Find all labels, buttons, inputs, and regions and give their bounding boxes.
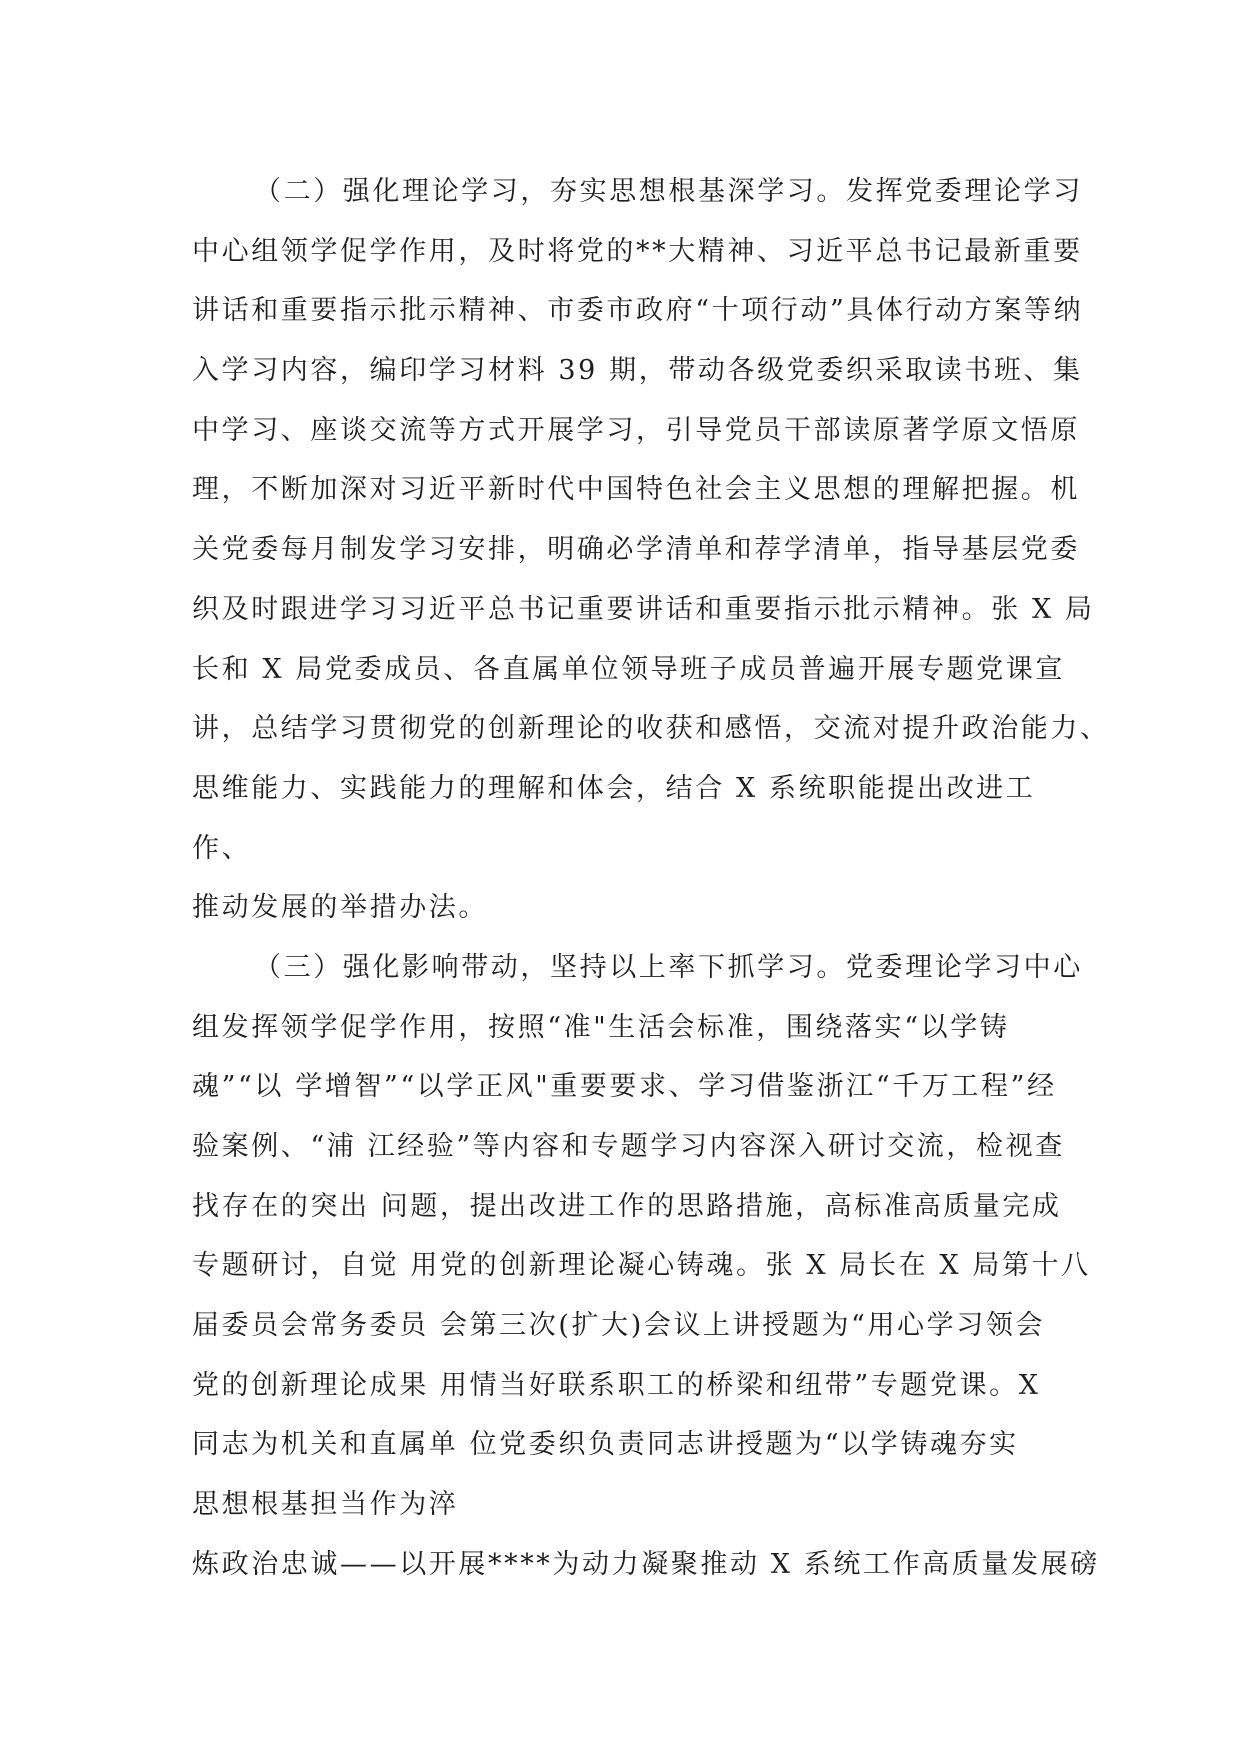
text-line: 验案例、“浦 江经验”等内容和专题学习内容深入研讨交流，检视查 bbox=[192, 1131, 1065, 1162]
paragraph-2 bbox=[192, 162, 1110, 938]
text-line: 作、 bbox=[192, 832, 252, 864]
text-line: 理，不断加深对习近平新时代中国特色社会主义思想的理解把握。机 bbox=[192, 474, 1080, 506]
document-body bbox=[192, 162, 1110, 1595]
text-line: 思维能力、实践能力的理解和体会，结合 X 系统职能提出改进工 bbox=[192, 772, 1036, 804]
text-line: 组发挥领学促学作用，按照“准"生活会标准，围绕落实“以学铸 bbox=[192, 1011, 1010, 1043]
text-line: 长和 X 局党委成员、各直属单位领导班子成员普遍开展专题党课宣 bbox=[192, 653, 1065, 685]
text-line: 推动发展的举措办法。 bbox=[192, 892, 488, 924]
text-line: 专题研讨，自觉 用党的创新理论凝心铸魂。张 X 局长在 X 局第十八 bbox=[192, 1250, 1091, 1282]
text-line: 中学习、座谈交流等方式开展学习，引导党员干部读原著学原文悟原 bbox=[192, 414, 1080, 446]
text-line: 届委员会常务委员 会第三次(扩大)会议上讲授题为“用心学习领会 bbox=[192, 1310, 1046, 1342]
text-line: （三）强化影响带动，坚持以上率下抓学习。党委理论学习中心 bbox=[254, 951, 1083, 983]
text-line: 思想根基担当作为淬 bbox=[192, 1489, 459, 1521]
text-line: 党的创新理论成果 用情当好联系职工的桥梁和纽带”专题党课。X bbox=[192, 1369, 1041, 1401]
paragraph-3 bbox=[192, 938, 1100, 1595]
text-line: 关党委每月制发学习安排，明确必学清单和荐学清单，指导基层党委 bbox=[192, 534, 1080, 566]
text-line: 找存在的突出 问题，提出改进工作的思路措施，高标准高质量完成 bbox=[192, 1190, 1062, 1222]
text-line: 织及时跟进学习习近平总书记重要讲话和重要指示批示精神。张 X 局 bbox=[192, 593, 1095, 625]
text-line: 中心组领学促学作用，及时将党的**大精神、习近平总书记最新重要 bbox=[192, 235, 1083, 267]
text-line: （二）强化理论学习，夯实思想根基深学习。发挥党委理论学习 bbox=[254, 176, 1083, 207]
text-line: 魂”“以 学增智”“以学正风"重要要求、学习借鉴浙江“千万工程”经 bbox=[192, 1071, 1057, 1103]
text-line: 入学习内容，编印学习材料 39 期，带动各级党委织采取读书班、集 bbox=[192, 355, 1083, 387]
text-line: 炼政治忠诚——以开展****为动力凝聚推动 X 系统工作高质量发展磅 bbox=[192, 1548, 1100, 1580]
text-line: 讲话和重要指示批示精神、市委市政府“十项行动”具体行动方案等纳 bbox=[192, 295, 1084, 327]
text-line: 讲，总结学习贯彻党的创新理论的收获和感悟，交流对提升政治能力、 bbox=[192, 713, 1110, 745]
text-line: 同志为机关和直属单 位党委织负责同志讲授题为“以学铸魂夯实 bbox=[192, 1429, 1019, 1461]
